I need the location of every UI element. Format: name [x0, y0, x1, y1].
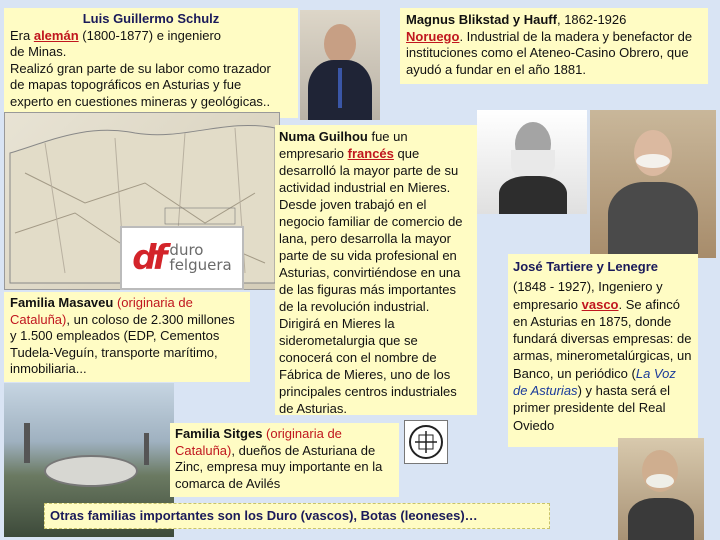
tartiere-portrait-image — [590, 110, 716, 258]
tartiere-text-box — [508, 254, 698, 447]
tartiere-newspaper: La Voz de Asturias — [513, 365, 676, 399]
tartiere-text3: ) y hasta será el primer presidente del Real Oviedo — [513, 383, 671, 433]
schulz-name: Luis Guillermo Schulz — [82, 11, 220, 26]
guilhou-nationality-link[interactable]: francés — [347, 146, 394, 161]
blikstad-text-box — [400, 8, 708, 84]
schulz-line3: Realizó gran parte de su labor como trazador — [10, 60, 271, 76]
tartiere-name: José Tartiere y Lenegre — [513, 259, 658, 274]
schulz-nationality-link[interactable]: alemán — [33, 27, 79, 43]
schulz-line2: de Minas. — [10, 44, 67, 59]
masaveu-origin: (originaria de Cataluña) — [10, 295, 193, 327]
guilhou-text-box — [275, 125, 477, 415]
footer-note-box — [44, 503, 550, 529]
sitges-origin: (originaria de Cataluña) — [175, 426, 342, 458]
masaveu-text-box — [4, 292, 250, 382]
duro-felguera-logo — [120, 226, 244, 290]
tartiere-text2: . Se afincó en Asturias en 1875, donde fundará diversas empresas: de armas, minerometalúrgicas, un Banco, un periódico ( — [513, 296, 692, 381]
footer-note-text: Otras familias importantes son los Duro (vascos), Botas (leoneses)… — [50, 507, 478, 523]
sitges-description: , dueños de Asturiana de Zinc, empresa muy importante en la comarca de Avilés — [175, 442, 383, 491]
tartiere-text1: (1848 - 1927), Ingeniero y empresario — [513, 279, 663, 312]
schulz-text-box — [4, 8, 298, 118]
blikstad-description: . Industrial de la madera y benefactor de instituciones como el Ateneo-Casino Obrero, que ayudó a fundar en el año 1881. — [406, 28, 693, 77]
masaveu-description: , un coloso de 2.300 millones y 1.500 empleados (EDP, Cementos Tudela-Veguín, transporte marítimo, inmobiliaria... — [10, 311, 235, 376]
guilhou-text1: fue un empresario — [279, 129, 408, 161]
bottom-portrait-image — [618, 438, 704, 540]
schulz-portrait-image — [300, 10, 380, 120]
guilhou-portrait-image — [477, 110, 587, 214]
logo-mark: df — [132, 238, 164, 278]
schulz-line4: de mapas topográficos en Asturias y fue — [10, 77, 242, 92]
zinc-emblem-drawing — [405, 421, 447, 463]
schulz-line1-pre: Era — [10, 27, 34, 43]
blikstad-dates: , 1862-1926 — [556, 12, 627, 27]
tartiere-nationality-link[interactable]: vasco — [581, 296, 619, 312]
sitges-text-box — [170, 423, 399, 497]
masaveu-name: Familia Masaveu — [10, 295, 114, 310]
logo-word-felguera: felguera — [169, 256, 232, 274]
schulz-line1-post: (1800-1877) e ingeniero — [78, 27, 222, 43]
guilhou-text2: que desarrolló la mayor parte de su actividad industrial en Mieres. Desde joven trabajó en el negocio familiar de comercio de lana, pero desarrolla la mayor parte de su vida profesional en Asturias, convirtiéndose en una de las figuras más importantes de la revolución industrial. Dirigirá en Mieres la siderometalurgia que se conocerá con el nombre de Fábrica de Mieres, uno de los principales centros industriales de Asturias. — [279, 146, 463, 416]
schulz-line5: experto en cuestiones mineras y geológicas.. — [10, 93, 271, 109]
sitges-name: Familia Sitges — [175, 426, 263, 441]
guilhou-name: Numa Guilhou — [279, 129, 368, 144]
schulz-line1 — [10, 28, 292, 45]
blikstad-name: Magnus Blikstad y Hauff — [406, 12, 557, 27]
blikstad-nationality-link[interactable]: Noruego — [406, 28, 460, 44]
logo-word-duro: duro — [169, 241, 204, 259]
asturiana-zinc-emblem — [404, 420, 448, 464]
